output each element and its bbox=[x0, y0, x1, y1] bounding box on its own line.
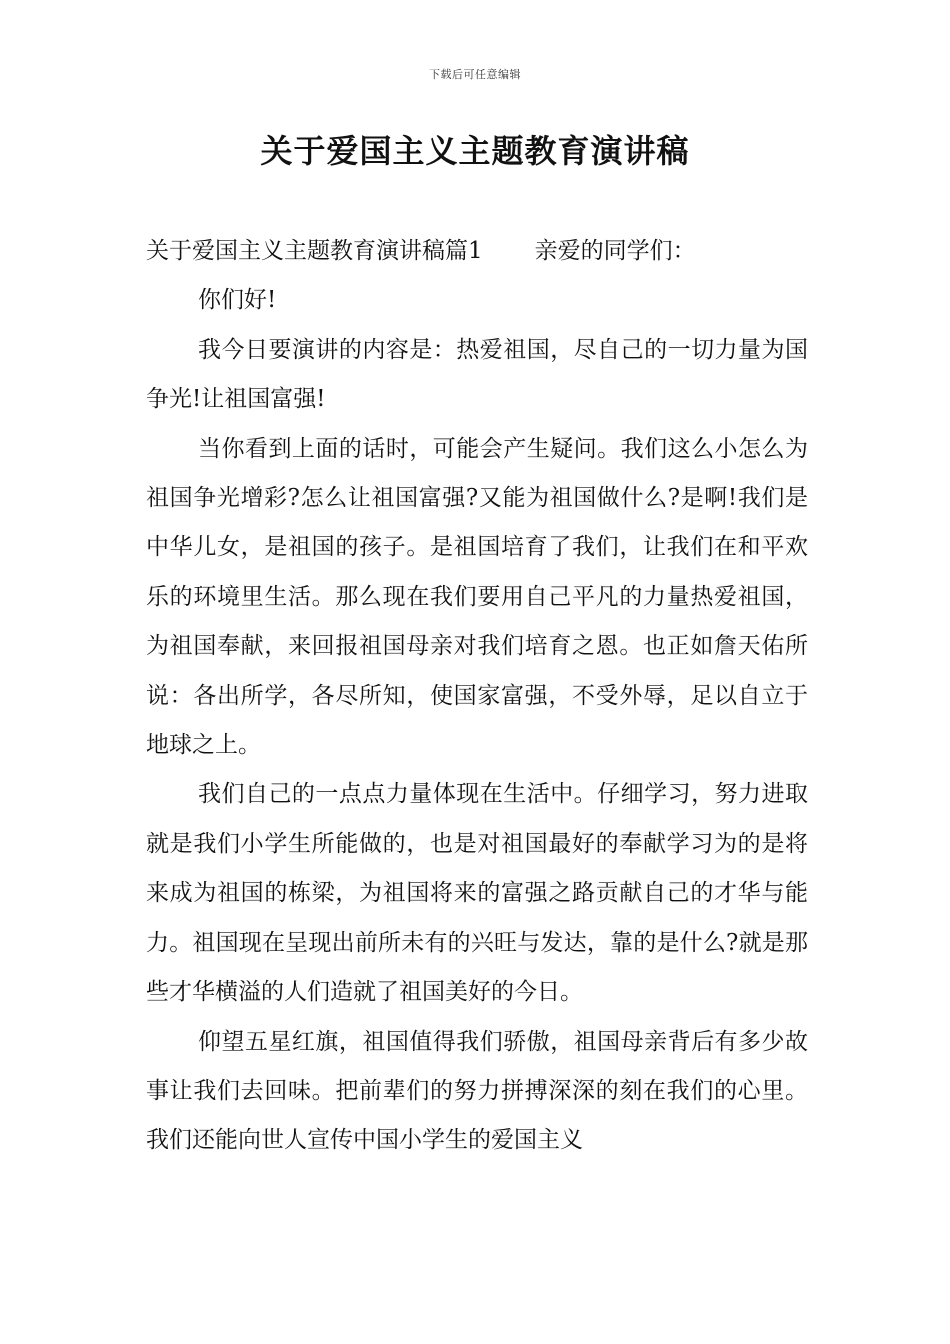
document-title: 关于爱国主义主题教育演讲稿 bbox=[260, 132, 690, 170]
salutation: 亲爱的同学们： bbox=[534, 238, 696, 264]
paragraph: 当你看到上面的话时，可能会产生疑问。我们这么小怎么为祖国争光增彩?怎么让祖国富强?又能为祖国做什么?是啊!我们是中华儿女，是祖国的孩子。是祖国培育了我们，让我们在和平欢乐的环境里生活。那么现在我们要用自己平凡的力量热爱祖国，为祖国奉献，来回报祖国母亲对我们培育之恩。也正如詹天佑所说：各出所学，各尽所知，使国家富强，不受外辱，足以自立于地球之上。 bbox=[146, 435, 808, 759]
paragraph: 仰望五星红旗，祖国值得我们骄傲，祖国母亲背后有多少故事让我们去回味。把前辈们的努力拼搏深深的刻在我们的心里。我们还能向世人宣传中国小学生的爱国主义 bbox=[146, 1028, 808, 1154]
paragraph: 我们自己的一点点力量体现在生活中。仔细学习，努力进取就是我们小学生所能做的，也是对祖国最好的奉献学习为的是将来成为祖国的栋梁，为祖国将来的富强之路贡献自己的才华与能力。祖国现在呈现出前所未有的兴旺与发达，靠的是什么?就是那些才华横溢的人们造就了祖国美好的今日。 bbox=[146, 781, 808, 1006]
document-body bbox=[146, 227, 808, 1166]
paragraph: 我今日要演讲的内容是：热爱祖国，尽自己的一切力量为国争光!让祖国富强! bbox=[146, 336, 808, 413]
paragraph: 你们好! bbox=[198, 287, 277, 314]
header-note: 下载后可任意编辑 bbox=[429, 68, 521, 81]
section-heading: 关于爱国主义主题教育演讲稿篇1 bbox=[146, 238, 483, 264]
section-intro-line bbox=[146, 227, 808, 276]
